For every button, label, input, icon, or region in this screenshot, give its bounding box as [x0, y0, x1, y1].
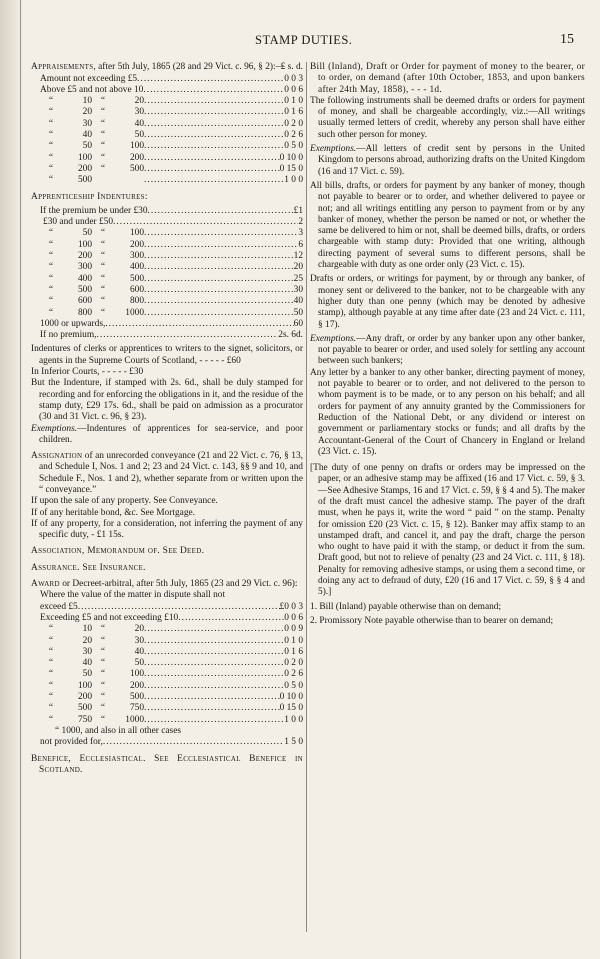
- page-number: 15: [560, 32, 574, 47]
- table-row: “ 750 “ 1000 ..... 1 0 0: [31, 715, 303, 726]
- table-row: “ 30 “ 40 ..... 0 1 6: [31, 647, 303, 658]
- benefice-entry: Benefice, Ecclesiastical. See Ecclesiastical Benefice in Scotland.: [31, 753, 303, 775]
- left-column: [31, 62, 303, 776]
- table-row: “ 50 “ 100 ..... 0 5 0: [31, 141, 303, 152]
- page-header: [0, 33, 600, 53]
- table-row: If no premium, ..... 2s. 6d.: [31, 330, 303, 341]
- indenture-exemptions: Exemptions.—Indentures of apprentices for sea-service, and poor children.: [31, 423, 303, 445]
- appraisements-entry: Appraisements, after 5th July, 1865 (28 and 29 Vict. c. 96, § 2):— £ s. d. Amount not exceeding £5 ..... 0 0 3 Above £5 and not above 10 ..... 0 0 6 “ 10 “ 20 ..... 0 1 0 “ 20 “ 30 ..... 0 1 6 “ 30 “ 40 ..... 0 2 0 “ 40 “ 50 ..... 0 2 6 “ 50 “ 100 ..... 0 5 0 “ 100 “ 200 ..... 0 10 0 “ 200 “ 500 ..... 0 15 0 “ 500 ..... 1 0 0: [31, 62, 303, 187]
- right-column: [310, 62, 585, 627]
- assignation-consideration: If of any property, for a consideration, not inferring the payment of any specific duty, - £1 15s.: [31, 518, 303, 541]
- table-row: “ 500 ..... 1 0 0: [31, 175, 303, 186]
- table-row: “ 10 “ 20 ..... 0 1 0: [31, 96, 303, 107]
- table-row: not provided for, ..... 1 5 0: [31, 737, 303, 748]
- column-divider: [306, 62, 307, 932]
- exemptions-banker: Exemptions.—Any draft, or order by any banker upon any other banker, not payable to bearer or order, and used solely for settling any account between such bankers;: [310, 333, 585, 367]
- table-row: “ 200 “ 300 ..... 12: [31, 251, 303, 262]
- running-head: STAMP DUTIES.: [255, 33, 353, 47]
- table-row: “ 20 “ 30 ..... 0 1 6: [31, 107, 303, 118]
- following-text: The following instruments shall be deemed drafts or orders for payment of money, and shall be chargeable accordingly, viz.:—All writings usually termed letters of credit, whereby any person shall have either such other person for money.: [310, 95, 585, 140]
- award-entry: Award or Decreet-arbitral, after 5th July, 1865 (23 and 29 Vict. c. 96): Where the value of the matter in dispute shall not exceed £5 ..... £0 0 3 Exceeding £5 and not exceeding £10 ..... 0 0 6 “ 10 “ 20 ..... 0 0 9 “ 20 “ 30 ..... 0 1 0 “ 30 “ 40 ..... 0 1 6 “ 40 “ 50 ..... 0 2 0 “ 50 “ 100 ..... 0 2 6 “ 100 “ 200 ..... 0 5 0 “ 200 “ 500 ..... 0 10 0 “ 500 “ 750 ..... 0 15 0 “ 750 “ 1000 ..... 1 0 0 “ 1000, and also in all other cases not provided for, ..... 1 5 0: [31, 579, 303, 748]
- table-row: “ 300 “ 400 ..... 20: [31, 262, 303, 273]
- table-row: “ 50 “ 100 ..... 3: [31, 228, 303, 239]
- table-row: “ 40 “ 50 ..... 0 2 6: [31, 130, 303, 141]
- award-last: “ 1000, and also in all other cases: [55, 725, 182, 736]
- association-entry: Association, Memorandum of. See Deed.: [31, 546, 205, 557]
- table-row: exceed £5 ..... £0 0 3: [31, 602, 303, 613]
- numbered-item-1: 1. Bill (Inland) payable otherwise than on demand;: [310, 601, 502, 612]
- drafts-text: Drafts or orders, or writings for payment, by or through any banker, of money sent or delivered to the banker, not to be chargeable with any higher duty than one penny (which may be denoted by adhesive stamp), although payable at any time after date (23 and 24 Vict. c. 111, § 17).: [310, 274, 585, 330]
- table-row: “ 100 “ 200 ..... 6: [31, 240, 303, 251]
- indentures-head: Apprenticeship Indentures:: [31, 191, 148, 202]
- assignation-heritable: If of any heritable bond, &c. See Mortgage.: [31, 507, 196, 518]
- table-row: “ 600 “ 800 ..... 40: [31, 296, 303, 307]
- inferior-courts: In Inferior Courts, - - - - - £30: [31, 367, 144, 378]
- table-row: Exceeding £5 and not exceeding £10 ..... 0 0 6: [31, 613, 303, 624]
- indentures-rows: [31, 228, 303, 318]
- clerks-text: Indentures of clerks or apprentices to writers to the signet, solicitors, or agents in the Supreme Courts of Scotland, - - - - - £60: [31, 344, 303, 366]
- bill-entry: Bill (Inland), Draft or Order for payment of money to the bearer, or to order, on demand (after 10th October, 1853, and upon bankers after 24th May, 1858), - - - 1d.: [310, 62, 585, 95]
- appraisements-rows: [31, 96, 303, 186]
- table-row: “ 800 “ 1000 ..... 50: [31, 308, 303, 319]
- indenture-but: But the Indenture, if stamped with 2s. 6d., shall be duly stamped for recording and for enforcing the obligations in it, and the residue of the stamp duty, £29 17s. 6d., shall be paid on admission as a procurator (30 and 31 Vict. c. 96, § 23).: [31, 378, 303, 423]
- table-row: “ 100 “ 200 ..... 0 5 0: [31, 681, 303, 692]
- table-row: £30 and under £50 ..... 2: [31, 217, 303, 228]
- table-row: “ 400 “ 500 ..... 25: [31, 274, 303, 285]
- table-row: Above £5 and not above 10 ..... 0 0 6: [31, 85, 303, 96]
- assurance-entry: Assurance. See Insurance.: [31, 562, 146, 573]
- appraisements-head: Appraisements: [31, 62, 94, 72]
- binding-rule: [20, 0, 21, 959]
- assignation-sale: If upon the sale of any property. See Conveyance.: [31, 496, 218, 507]
- any-letter-text: Any letter by a banker to any other banker, directing payment of money, not payable to bearer or to order, and not delivered to the person to whom payment is to be made, or to any person on his behalf; and all orders for payment of any annuity granted by the Commissioners for Reduction of the National Debt, or any dividend or interest on government or parliamentary stocks or funds; and all drafts by the Accountant-General of the Court of Chancery in England or Ireland (23 Vict. c. 15).: [310, 367, 585, 457]
- all-bills-text: All bills, drafts, or orders for payment by any banker of money, though not payable to bearer or to order, and whether delivered to payee or not; and all writings entitling any person to payment from or by any banker of money, whether the person be named or not, or whether the same be delivered to him or not, shall be deemed bills, drafts, or orders chargeable with stamp duty: Provided that one writing, although directing payment of several sums to different persons, shall be chargeable with duty as one order only (23 Vict. c. 15).: [310, 180, 585, 271]
- assignation-head: Assignation: [31, 451, 83, 462]
- table-row: 1000 or upwards, ..... 60: [31, 319, 303, 330]
- table-row: If the premium be under £30 ..... £1: [31, 206, 303, 217]
- table-row: “ 50 “ 100 ..... 0 2 6: [31, 669, 303, 680]
- table-row: “ 20 “ 30 ..... 0 1 0: [31, 636, 303, 647]
- table-row: “ 200 “ 500 ..... 0 10 0: [31, 692, 303, 703]
- award-head: Award: [31, 579, 60, 590]
- table-row: “ 40 “ 50 ..... 0 2 0: [31, 658, 303, 669]
- table-row: “ 500 “ 600 ..... 30: [31, 285, 303, 296]
- award-where: Where the value of the matter in dispute shall not: [40, 590, 226, 601]
- table-row: Amount not exceeding £5 ..... 0 0 3: [31, 74, 303, 85]
- numbered-item-2: 2. Promissory Note payable otherwise than to bearer on demand;: [310, 615, 554, 626]
- indentures-entry: [31, 192, 303, 447]
- duty-one-penny-note: [The duty of one penny on drafts or orders may be impressed on the paper, or an adhesive stamp may be affixed (16 and 17 Vict. c. 59, § 3.—See Adhesive Stamps, 16 and 17 Vict. c. 59, § § 4 and 5). The maker of the draft must cancel the adhesive stamp. The payer of the draft must, when he pays it, write the word “ paid ” on the stamp. Penalty for omission £20 (23 Vict. c. 15, § 12). Banker may affix stamp to an unstamped draft, and cancel it, and pay the draft, charge the person who ought to have paid it with the stamp, or deduct it from the sum. Draft good, but not to relieve of penalty (23 and 24 Vict. c. 111, § 18). Penalty for removing adhesive stamps, or using them a second time, or doing any act to defraud of duty, £20 (16 and 17 Vict. c. 59, § § 4 and 5).]: [310, 463, 585, 598]
- exemptions-letters-credit: Exemptions.—All letters of credit sent by persons in the United Kingdom to persons abroad, authorizing drafts on the United Kingdom (16 and 17 Vict. c. 59).: [310, 144, 585, 177]
- table-row: “ 500 “ 750 ..... 0 15 0: [31, 703, 303, 714]
- table-row: “ 30 “ 40 ..... 0 2 0: [31, 119, 303, 130]
- table-row: “ 10 “ 20 ..... 0 0 9: [31, 624, 303, 635]
- award-rows: [31, 624, 303, 726]
- table-row: “ 100 “ 200 ..... 0 10 0: [31, 153, 303, 164]
- assignation-entry: Assignation of an unrecorded conveyance (21 and 22 Vict. c. 76, § 13, and Schedule I, Nos. 1 and 2; 23 and 24 Vict. c. 143, §§ 9 and 10, and Schedule F., Nos. 1 and 2), whether separate from or written upon the “ conveyance.” If upon the sale of any property. See Conveyance. If of any heritable bond, &c. See Mortgage. If of any property, for a consideration, not inferring the payment of any specific duty, - £1 15s.: [31, 451, 303, 541]
- lsd-units: £ s. d.: [280, 62, 303, 73]
- table-row: “ 200 “ 500 ..... 0 15 0: [31, 164, 303, 175]
